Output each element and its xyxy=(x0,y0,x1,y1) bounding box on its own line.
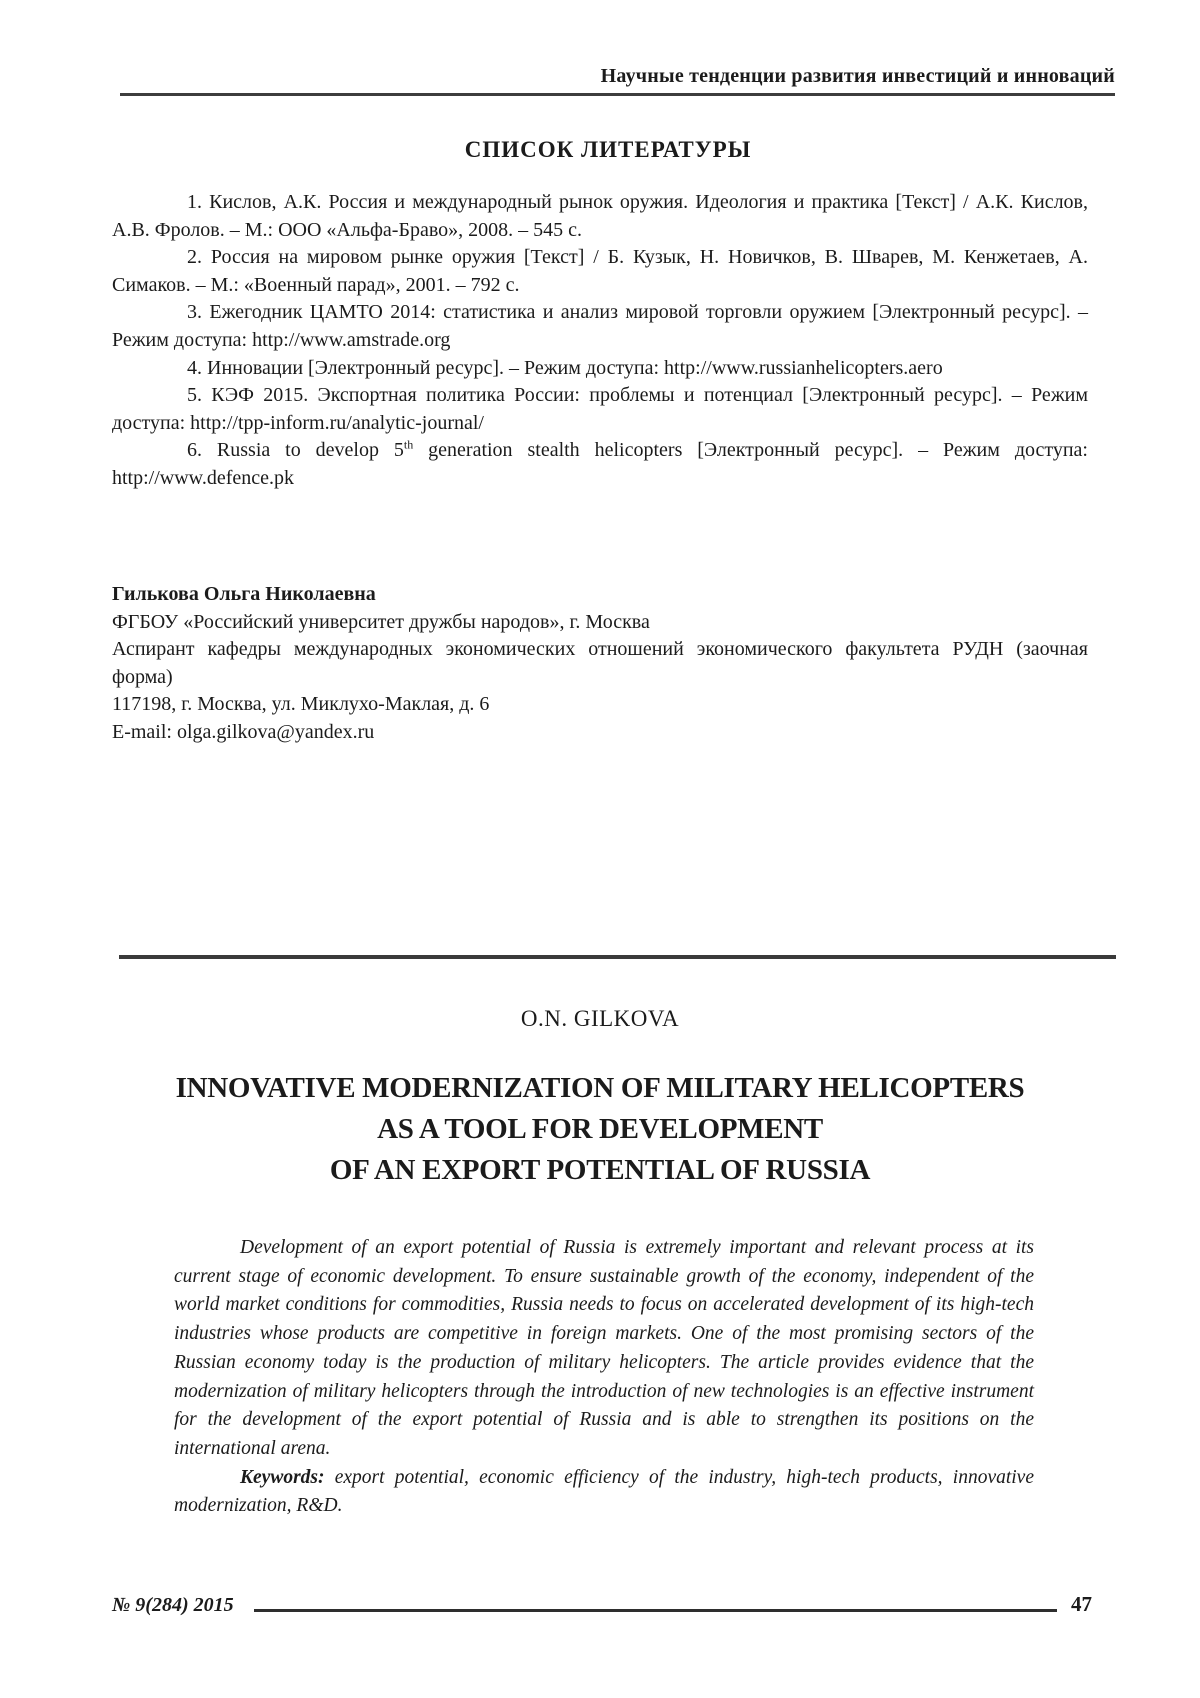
article-title-line: OF AN EXPORT POTENTIAL OF RUSSIA xyxy=(329,1154,871,1186)
references-list xyxy=(112,189,1088,493)
keywords-label: Keywords: xyxy=(240,1466,325,1488)
article-title xyxy=(40,1068,1160,1191)
reference-text: 5. КЭФ 2015. Экспортная политика России: проблемы и потенциал [Электронный ресурс]. – Режим доступа: http://tpp-inform.ru/analytic-journal/ xyxy=(112,384,1088,434)
keywords-paragraph xyxy=(174,1464,1034,1521)
reference-text: 2. Россия на мировом рынке оружия [Текст] / Б. Кузык, Н. Новичков, В. Шварев, М. Кенжетаев, А. Симаков. – М.: «Военный парад», 2001. – 792 с. xyxy=(112,246,1088,296)
reference-item xyxy=(112,299,1088,354)
author-block xyxy=(112,581,1088,747)
page-footer xyxy=(112,1592,1092,1617)
abstract-block xyxy=(174,1234,1034,1521)
running-head-title: Научные тенденции развития инвестиций и инноваций xyxy=(600,65,1115,87)
keywords-text: export potential, economic efficiency of the industry, high-tech products, innovative modernization, R&D. xyxy=(174,1466,1034,1517)
article-title-line: AS A TOOL FOR DEVELOPMENT xyxy=(377,1113,823,1145)
article-title-line: INNOVATIVE MODERNIZATION OF MILITARY HELICOPTERS xyxy=(175,1072,1025,1104)
abstract-text: Development of an export potential of Russia is extremely important and relevant process at its current stage of economic development. To ensure sustainable growth of the economy, independent of the world market conditions for commodities, Russia needs to focus on accelerated development of its high-tech industries whose products are competitive in foreign markets. One of the most promising sectors of the Russian economy today is the production of military helicopters. The article provides evidence that the modernization of military helicopters through the introduction of new technologies is an effective instrument for the development of the export potential of Russia and is able to strengthen its positions on the international arena. xyxy=(174,1237,1034,1459)
reference-text: 3. Ежегодник ЦАМТО 2014: статистика и анализ мировой торговли оружием [Электронный ресурс]. – Режим доступа: http://www.amstrade.org xyxy=(112,301,1088,351)
author-position-continued: форма) xyxy=(112,665,173,688)
reference-item xyxy=(112,355,1088,383)
reference-item xyxy=(112,382,1088,437)
footer-rule xyxy=(254,1609,1057,1612)
author-email: E-mail: olga.gilkova@yandex.ru xyxy=(112,720,375,743)
running-head xyxy=(120,62,1115,96)
references-heading: СПИСОК ЛИТЕРАТУРЫ xyxy=(464,137,752,162)
ordinal-superscript: th xyxy=(403,437,414,452)
reference-item xyxy=(112,189,1088,244)
author-address: 117198, г. Москва, ул. Миклухо-Маклая, д. 6 xyxy=(112,693,490,716)
page-number: 47 xyxy=(1071,1592,1092,1616)
author-affiliation: ФГБОУ «Российский университет дружбы народов», г. Москва xyxy=(112,610,650,633)
issue-number: № 9(284) 2015 xyxy=(112,1594,234,1616)
reference-text: 6. Russia to develop 5 xyxy=(187,439,404,462)
author-name: Гилькова Ольга Николаевна xyxy=(112,583,376,605)
reference-text: 4. Инновации [Электронный ресурс]. – Режим доступа: http://www.russianhelicopters.aero xyxy=(187,356,943,379)
reference-text: 1. Кислов, А.К. Россия и международный рынок оружия. Идеология и практика [Текст] / А.К. Кислов, А.В. Фролов. – М.: ООО «Альфа-Браво», 2008. – 545 с. xyxy=(112,191,1088,241)
section-divider xyxy=(119,955,1116,959)
reference-text: generation stealth helicopters [Электронный ресурс]. – Режим доступа: http://www.defence.pk xyxy=(112,439,1088,489)
english-author-name: O.N. GILKOVA xyxy=(520,1006,680,1031)
reference-item xyxy=(112,437,1088,492)
reference-item xyxy=(112,244,1088,299)
author-position: Аспирант кафедры международных экономических отношений экономического факультета РУДН (заочная xyxy=(112,638,1088,661)
